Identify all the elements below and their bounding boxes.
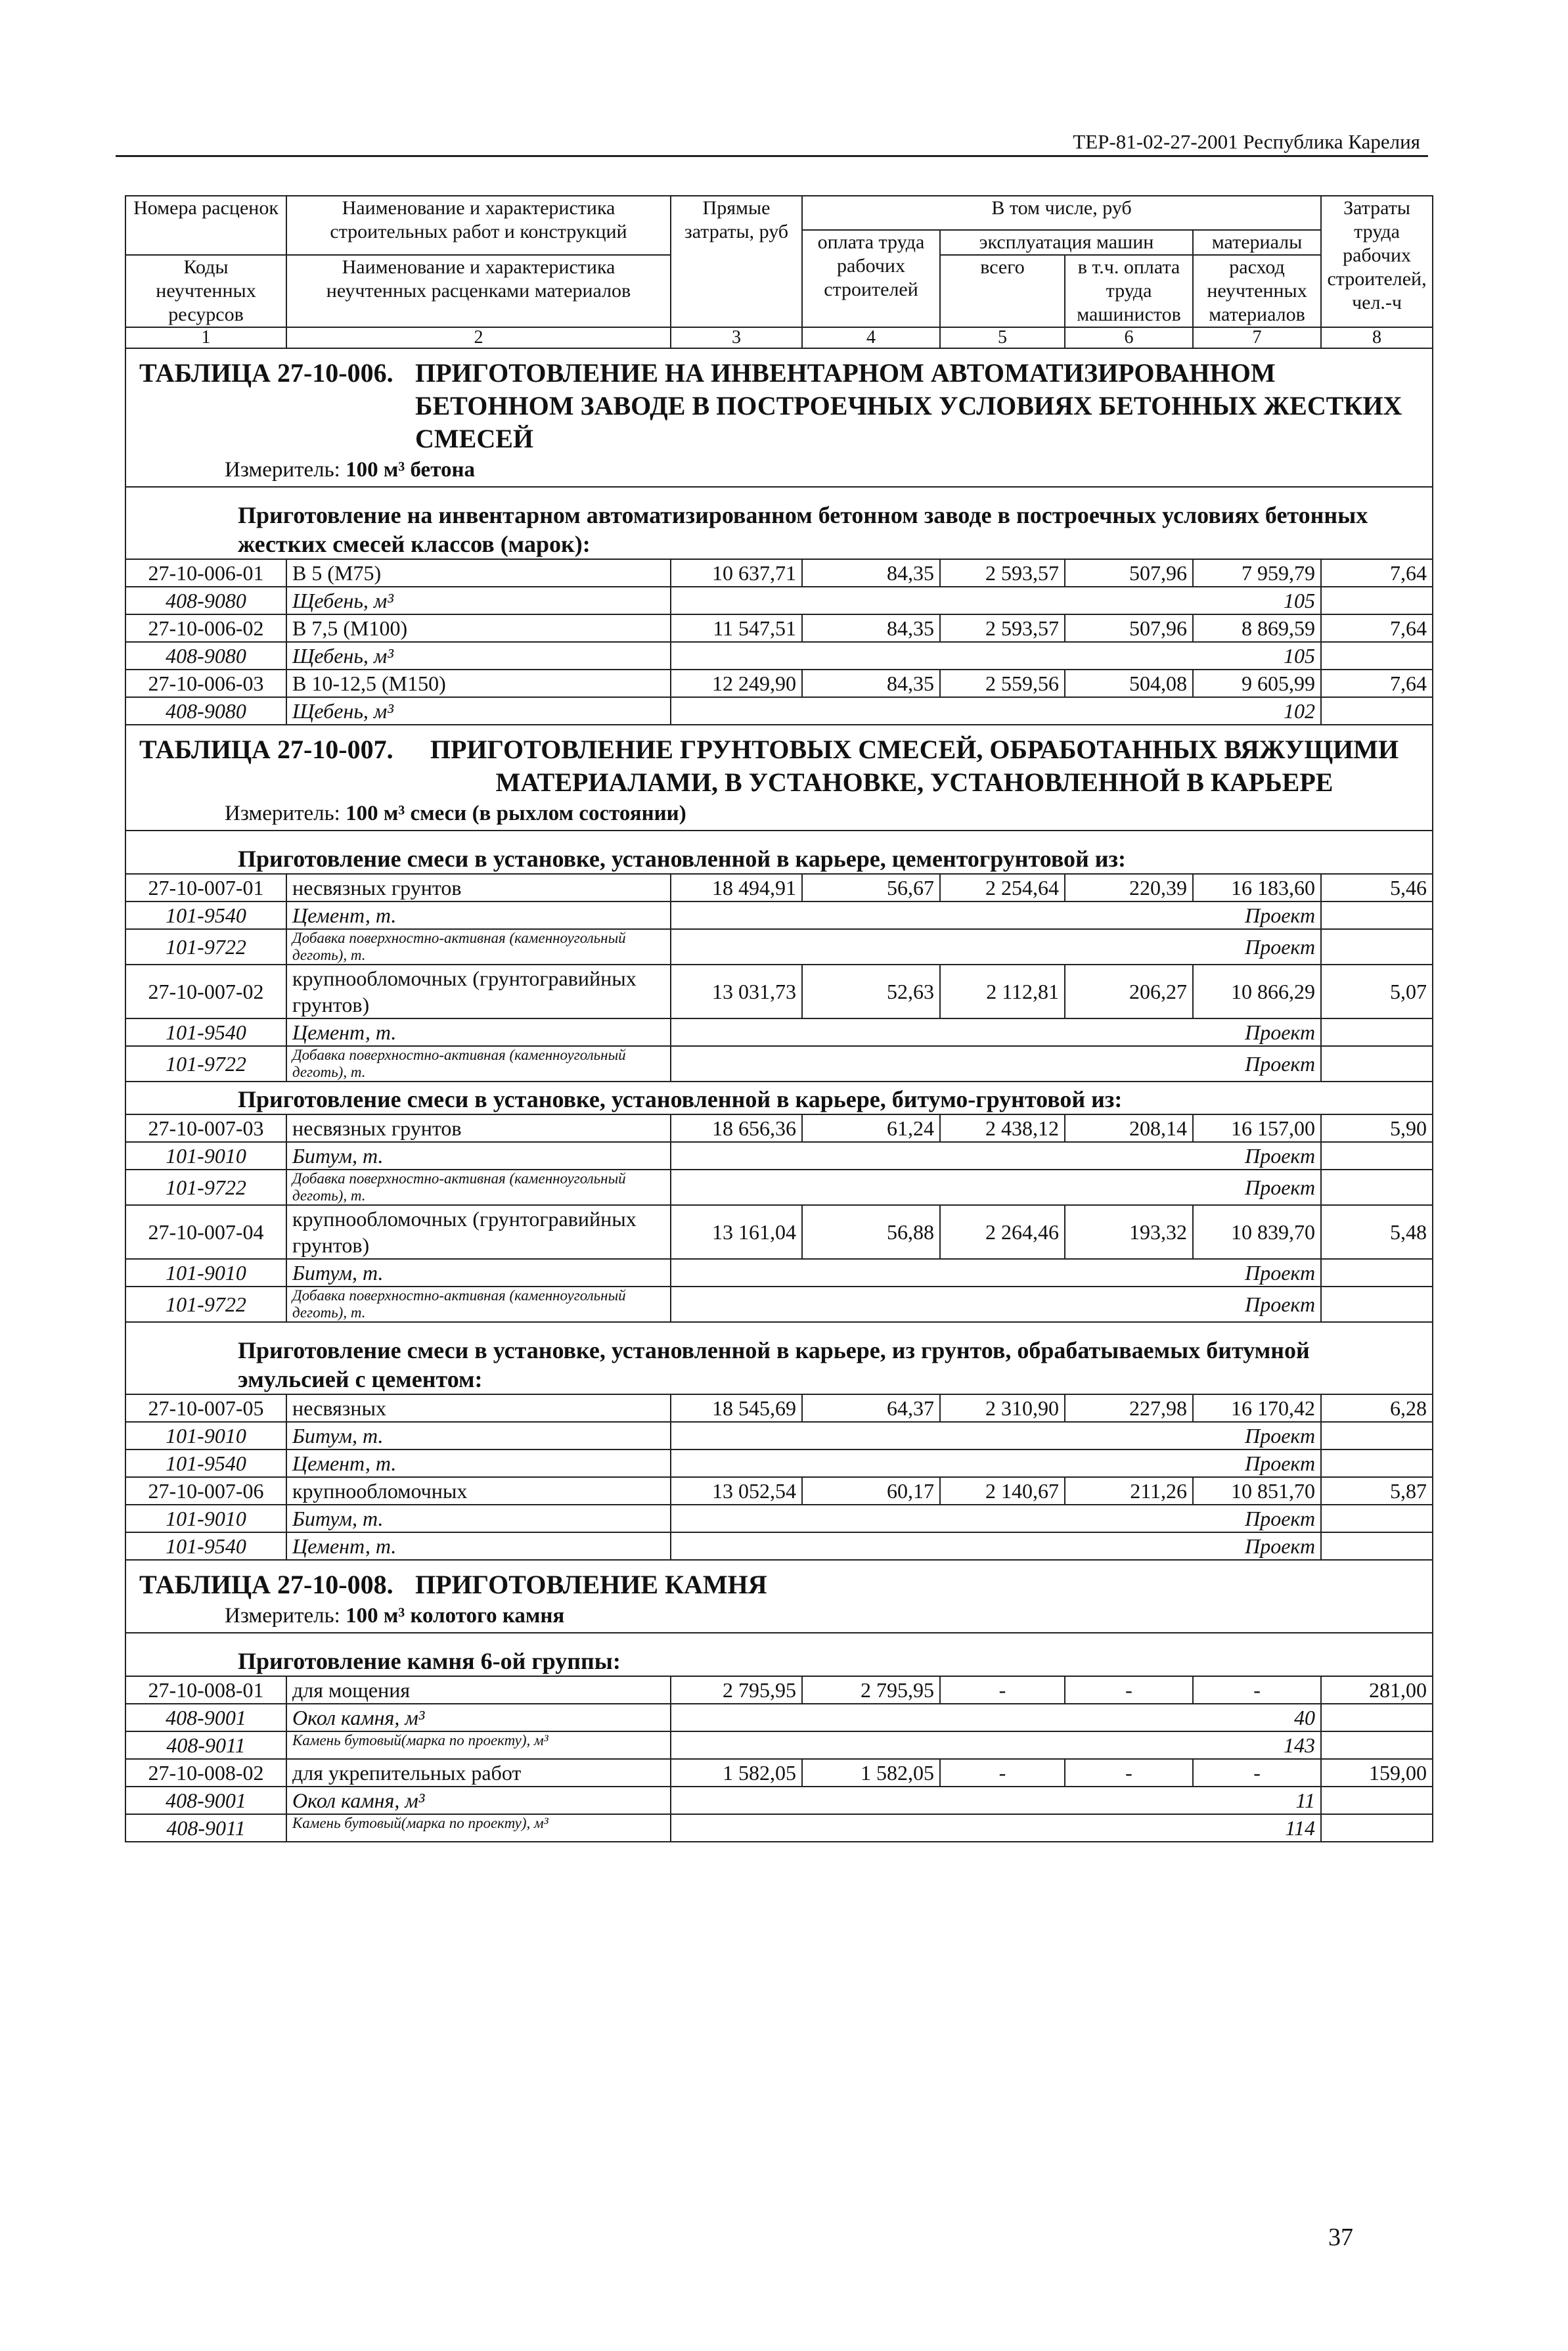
resource-row [125, 1787, 1433, 1814]
labor-cost: 52,63 [802, 965, 940, 1018]
resource-qty: Проект [671, 1142, 1321, 1170]
labor-cost: 64,37 [802, 1394, 940, 1422]
resource-row [125, 1287, 1433, 1322]
resource-code: 101-9540 [125, 1532, 286, 1560]
resource-row [125, 1704, 1433, 1731]
direct-cost: 10 637,71 [671, 559, 802, 587]
empty-cell [1321, 1046, 1433, 1082]
col-number: 2 [286, 327, 671, 348]
header-rule [116, 155, 1428, 157]
direct-cost: 2 795,95 [671, 1676, 802, 1704]
machinists-cost: 220,39 [1065, 874, 1193, 902]
table-row [125, 1205, 1433, 1259]
machinists-cost: 211,26 [1065, 1477, 1193, 1505]
table-008-title: ПРИГОТОВЛЕНИЕ КАМНЯ [415, 1570, 767, 1599]
direct-cost: 11 547,51 [671, 614, 802, 642]
col-number: 5 [940, 327, 1065, 348]
work-name: несвязных грунтов [286, 874, 671, 902]
resource-qty: 105 [671, 642, 1321, 670]
table-row [125, 1676, 1433, 1704]
machines-cost: 2 254,64 [940, 874, 1065, 902]
labor-cost: 61,24 [802, 1114, 940, 1142]
resource-code: 408-9001 [125, 1704, 286, 1731]
work-name: крупнообломочных [286, 1477, 671, 1505]
resource-qty: Проект [671, 929, 1321, 965]
col-header-labor: оплата труда рабочих строителей [802, 230, 940, 327]
resource-name: Камень бутовый(марка по проекту), м³ [286, 1814, 671, 1842]
resource-qty: Проект [671, 1449, 1321, 1477]
rate-code: 27-10-006-02 [125, 614, 286, 642]
resource-name: Щебень, м³ [286, 642, 671, 670]
table-row [125, 670, 1433, 697]
col-header-materials: материалы [1193, 230, 1321, 255]
table-008-header [125, 1560, 1433, 1633]
materials-cost: 16 183,60 [1193, 874, 1321, 902]
resource-row [125, 1259, 1433, 1287]
resource-code: 101-9722 [125, 1170, 286, 1205]
direct-cost: 13 161,04 [671, 1205, 802, 1259]
col-header-direct: Прямые затраты, руб [671, 196, 802, 327]
empty-cell [1321, 1259, 1433, 1287]
resource-qty: 105 [671, 587, 1321, 614]
labor-hours: 5,87 [1321, 1477, 1433, 1505]
work-name: крупнообломочных (грунтогравийных грунтов) [286, 965, 671, 1018]
col-header-resource-codes: Коды неучтенных ресурсов [125, 255, 286, 327]
empty-cell [1321, 1704, 1433, 1731]
table-007-subtitle-cell [125, 1082, 1433, 1114]
col-header-materials-name: Наименование и характеристика неучтенных расценками материалов [286, 255, 671, 327]
table-006-title: ПРИГОТОВЛЕНИЕ НА ИНВЕНТАРНОМ АВТОМАТИЗИРОВАННОМ БЕТОННОМ ЗАВОДЕ В ПОСТРОЕЧНЫХ УСЛОВИЯХ БЕТОННЫХ ЖЕСТКИХ СМЕСЕЙ [415, 358, 1402, 453]
table-row [125, 614, 1433, 642]
resource-code: 408-9011 [125, 1731, 286, 1759]
col-number: 4 [802, 327, 940, 348]
empty-cell [1321, 1787, 1433, 1814]
machines-cost: - [940, 1759, 1065, 1787]
materials-cost: 10 851,70 [1193, 1477, 1321, 1505]
resource-code: 101-9722 [125, 1046, 286, 1082]
resource-name: Битум, т. [286, 1505, 671, 1532]
resource-row [125, 1170, 1433, 1205]
resource-row [125, 929, 1433, 965]
machinists-cost: 507,96 [1065, 559, 1193, 587]
table-006-label: ТАБЛИЦА 27-10-006. [139, 358, 393, 388]
machines-cost: 2 310,90 [940, 1394, 1065, 1422]
resource-qty: 114 [671, 1814, 1321, 1842]
table-008-measure: Измеритель: 100 м³ колотого камня [225, 1604, 565, 1628]
rates-table [125, 195, 1433, 1842]
col-number: 7 [1193, 327, 1321, 348]
labor-hours: 5,90 [1321, 1114, 1433, 1142]
col-number: 1 [125, 327, 286, 348]
direct-cost: 13 052,54 [671, 1477, 802, 1505]
resource-code: 101-9722 [125, 929, 286, 965]
table-006-subtitle: Приготовление на инвентарном автоматизированном бетонном заводе в построечных условиях бетонных жестких смесей классов (марок): [238, 502, 1368, 557]
resource-qty: 143 [671, 1731, 1321, 1759]
resource-qty: Проект [671, 1170, 1321, 1205]
empty-cell [1321, 587, 1433, 614]
table-006-header [125, 348, 1433, 487]
resource-name: Окол камня, м³ [286, 1704, 671, 1731]
resource-name: Окол камня, м³ [286, 1787, 671, 1814]
empty-cell [1321, 1731, 1433, 1759]
labor-hours: 7,64 [1321, 670, 1433, 697]
resource-row [125, 1814, 1433, 1842]
machinists-cost: - [1065, 1676, 1193, 1704]
empty-cell [1321, 1505, 1433, 1532]
table-008-subtitle-cell [125, 1633, 1433, 1676]
labor-hours: 7,64 [1321, 559, 1433, 587]
col-number: 6 [1065, 327, 1193, 348]
resource-code: 101-9010 [125, 1259, 286, 1287]
rate-code: 27-10-008-01 [125, 1676, 286, 1704]
rate-code: 27-10-007-03 [125, 1114, 286, 1142]
resource-qty: Проект [671, 1287, 1321, 1322]
empty-cell [1321, 1170, 1433, 1205]
machines-cost: 2 559,56 [940, 670, 1065, 697]
resource-row [125, 1505, 1433, 1532]
resource-qty: Проект [671, 1505, 1321, 1532]
materials-cost: - [1193, 1759, 1321, 1787]
col-header-machinists: в т.ч. оплата труда машинистов [1065, 255, 1193, 327]
labor-cost: 2 795,95 [802, 1676, 940, 1704]
labor-hours: 6,28 [1321, 1394, 1433, 1422]
work-name: В 10-12,5 (М150) [286, 670, 671, 697]
resource-row [125, 697, 1433, 725]
page-number: 37 [1328, 2224, 1353, 2251]
table-006-measure: Измеритель: 100 м³ бетона [225, 458, 475, 482]
rate-code: 27-10-007-01 [125, 874, 286, 902]
materials-cost: - [1193, 1676, 1321, 1704]
direct-cost: 18 494,91 [671, 874, 802, 902]
table-007-subtitle-2: Приготовление смеси в установке, установленной в карьере, битумо-грунтовой из: [238, 1086, 1123, 1112]
rate-code: 27-10-007-04 [125, 1205, 286, 1259]
resource-code: 101-9540 [125, 1018, 286, 1046]
materials-cost: 7 959,79 [1193, 559, 1321, 587]
table-row [125, 559, 1433, 587]
empty-cell [1321, 1142, 1433, 1170]
resource-row [125, 1422, 1433, 1449]
machines-cost: 2 264,46 [940, 1205, 1065, 1259]
col-header-name: Наименование и характеристика строительных работ и конструкций [286, 196, 671, 255]
resource-qty: Проект [671, 1046, 1321, 1082]
empty-cell [1321, 642, 1433, 670]
col-header-codes: Номера расценок [125, 196, 286, 255]
resource-row [125, 1046, 1433, 1082]
materials-cost: 10 839,70 [1193, 1205, 1321, 1259]
table-008-subtitle: Приготовление камня 6-ой группы: [238, 1648, 621, 1674]
resource-code: 101-9722 [125, 1287, 286, 1322]
resource-name: Цемент, т. [286, 1018, 671, 1046]
table-007-subtitle-cell [125, 831, 1433, 874]
table-row [125, 874, 1433, 902]
table-007-subtitle-3: Приготовление смеси в установке, установленной в карьере, из грунтов, обрабатываемых битумной эмульсией с цементом: [238, 1337, 1310, 1392]
rate-code: 27-10-007-06 [125, 1477, 286, 1505]
resource-name: Добавка поверхностно-активная (каменноугольный деготь), т. [286, 1287, 671, 1322]
resource-row [125, 1532, 1433, 1560]
rates-table-region [125, 195, 1432, 1842]
machinists-cost: 193,32 [1065, 1205, 1193, 1259]
resource-name: Цемент, т. [286, 902, 671, 929]
direct-cost: 1 582,05 [671, 1759, 802, 1787]
resource-code: 408-9080 [125, 587, 286, 614]
direct-cost: 13 031,73 [671, 965, 802, 1018]
labor-hours: 5,07 [1321, 965, 1433, 1018]
resource-code: 101-9540 [125, 1449, 286, 1477]
resource-name: Камень бутовый(марка по проекту), м³ [286, 1731, 671, 1759]
table-006-subtitle-cell [125, 487, 1433, 559]
resource-qty: 102 [671, 697, 1321, 725]
machines-cost: - [940, 1676, 1065, 1704]
document-code: ТЕР-81-02-27-2001 Республика Карелия [1073, 130, 1420, 153]
resource-row [125, 587, 1433, 614]
resource-code: 408-9080 [125, 642, 286, 670]
machinists-cost: - [1065, 1759, 1193, 1787]
table-row [125, 1477, 1433, 1505]
work-name: для мощения [286, 1676, 671, 1704]
resource-code: 408-9080 [125, 697, 286, 725]
labor-cost: 56,67 [802, 874, 940, 902]
labor-hours: 159,00 [1321, 1759, 1433, 1787]
rate-code: 27-10-008-02 [125, 1759, 286, 1787]
machinists-cost: 208,14 [1065, 1114, 1193, 1142]
labor-cost: 1 582,05 [802, 1759, 940, 1787]
empty-cell [1321, 1287, 1433, 1322]
labor-cost: 56,88 [802, 1205, 940, 1259]
work-name: В 5 (М75) [286, 559, 671, 587]
col-header-machines-total: всего [940, 255, 1065, 327]
resource-qty: Проект [671, 1018, 1321, 1046]
col-header-group: В том числе, руб [802, 196, 1321, 230]
work-name: несвязных [286, 1394, 671, 1422]
labor-hours: 5,46 [1321, 874, 1433, 902]
resource-name: Битум, т. [286, 1259, 671, 1287]
empty-cell [1321, 697, 1433, 725]
empty-cell [1321, 1814, 1433, 1842]
resource-row [125, 1731, 1433, 1759]
direct-cost: 18 545,69 [671, 1394, 802, 1422]
table-007-header [125, 725, 1433, 831]
machinists-cost: 507,96 [1065, 614, 1193, 642]
resource-name: Цемент, т. [286, 1449, 671, 1477]
resource-row [125, 1142, 1433, 1170]
resource-row [125, 1018, 1433, 1046]
machines-cost: 2 112,81 [940, 965, 1065, 1018]
col-header-materials-use: расход неучтенных материалов [1193, 255, 1321, 327]
resource-qty: 11 [671, 1787, 1321, 1814]
machinists-cost: 504,08 [1065, 670, 1193, 697]
labor-cost: 84,35 [802, 670, 940, 697]
table-row [125, 1114, 1433, 1142]
table-007-subtitle-cell [125, 1322, 1433, 1394]
empty-cell [1321, 902, 1433, 929]
empty-cell [1321, 929, 1433, 965]
col-number: 3 [671, 327, 802, 348]
table-007-measure: Измеритель: 100 м³ смеси (в рыхлом состоянии) [225, 802, 686, 825]
resource-code: 101-9010 [125, 1422, 286, 1449]
machines-cost: 2 140,67 [940, 1477, 1065, 1505]
empty-cell [1321, 1532, 1433, 1560]
resource-name: Цемент, т. [286, 1532, 671, 1560]
labor-cost: 60,17 [802, 1477, 940, 1505]
materials-cost: 16 157,00 [1193, 1114, 1321, 1142]
resource-row [125, 902, 1433, 929]
labor-cost: 84,35 [802, 614, 940, 642]
table-row [125, 1394, 1433, 1422]
resource-code: 408-9011 [125, 1814, 286, 1842]
materials-cost: 10 866,29 [1193, 965, 1321, 1018]
table-row [125, 965, 1433, 1018]
resource-code: 408-9001 [125, 1787, 286, 1814]
resource-row [125, 1449, 1433, 1477]
table-007-label: ТАБЛИЦА 27-10-007. [139, 735, 393, 764]
materials-cost: 9 605,99 [1193, 670, 1321, 697]
work-name: для укрепительных работ [286, 1759, 671, 1787]
resource-qty: Проект [671, 1422, 1321, 1449]
resource-qty: Проект [671, 1259, 1321, 1287]
labor-cost: 84,35 [802, 559, 940, 587]
empty-cell [1321, 1449, 1433, 1477]
resource-row [125, 642, 1433, 670]
table-007-title: ПРИГОТОВЛЕНИЕ ГРУНТОВЫХ СМЕСЕЙ, ОБРАБОТАННЫХ ВЯЖУЩИМИ МАТЕРИАЛАМИ, В УСТАНОВКЕ, УСТАНОВЛЕННОЙ В КАРЬЕРЕ [430, 735, 1399, 797]
machinists-cost: 206,27 [1065, 965, 1193, 1018]
col-number: 8 [1321, 327, 1433, 348]
work-name: В 7,5 (М100) [286, 614, 671, 642]
col-header-hours: Затраты труда рабочих строителей, чел.-ч [1321, 196, 1433, 327]
resource-name: Битум, т. [286, 1422, 671, 1449]
rate-code: 27-10-006-01 [125, 559, 286, 587]
work-name: несвязных грунтов [286, 1114, 671, 1142]
machinists-cost: 227,98 [1065, 1394, 1193, 1422]
table-008-label: ТАБЛИЦА 27-10-008. [139, 1570, 393, 1599]
rate-code: 27-10-007-02 [125, 965, 286, 1018]
labor-hours: 281,00 [1321, 1676, 1433, 1704]
resource-name: Добавка поверхностно-активная (каменноугольный деготь), т. [286, 1046, 671, 1082]
labor-hours: 5,48 [1321, 1205, 1433, 1259]
direct-cost: 12 249,90 [671, 670, 802, 697]
resource-qty: 40 [671, 1704, 1321, 1731]
rate-code: 27-10-007-05 [125, 1394, 286, 1422]
machines-cost: 2 438,12 [940, 1114, 1065, 1142]
machines-cost: 2 593,57 [940, 614, 1065, 642]
resource-name: Битум, т. [286, 1142, 671, 1170]
resource-code: 101-9540 [125, 902, 286, 929]
work-name: крупнообломочных (грунтогравийных грунтов) [286, 1205, 671, 1259]
resource-name: Добавка поверхностно-активная (каменноугольный деготь), т. [286, 1170, 671, 1205]
resource-name: Добавка поверхностно-активная (каменноугольный деготь), т. [286, 929, 671, 965]
table-007-subtitle-1: Приготовление смеси в установке, установленной в карьере, цементогрунтовой из: [238, 846, 1126, 872]
labor-hours: 7,64 [1321, 614, 1433, 642]
resource-code: 101-9010 [125, 1142, 286, 1170]
materials-cost: 8 869,59 [1193, 614, 1321, 642]
machines-cost: 2 593,57 [940, 559, 1065, 587]
resource-name: Щебень, м³ [286, 697, 671, 725]
resource-name: Щебень, м³ [286, 587, 671, 614]
empty-cell [1321, 1422, 1433, 1449]
materials-cost: 16 170,42 [1193, 1394, 1321, 1422]
resource-code: 101-9010 [125, 1505, 286, 1532]
empty-cell [1321, 1018, 1433, 1046]
resource-qty: Проект [671, 902, 1321, 929]
rate-code: 27-10-006-03 [125, 670, 286, 697]
direct-cost: 18 656,36 [671, 1114, 802, 1142]
table-row [125, 1759, 1433, 1787]
resource-qty: Проект [671, 1532, 1321, 1560]
col-header-machines: эксплуатация машин [940, 230, 1193, 255]
